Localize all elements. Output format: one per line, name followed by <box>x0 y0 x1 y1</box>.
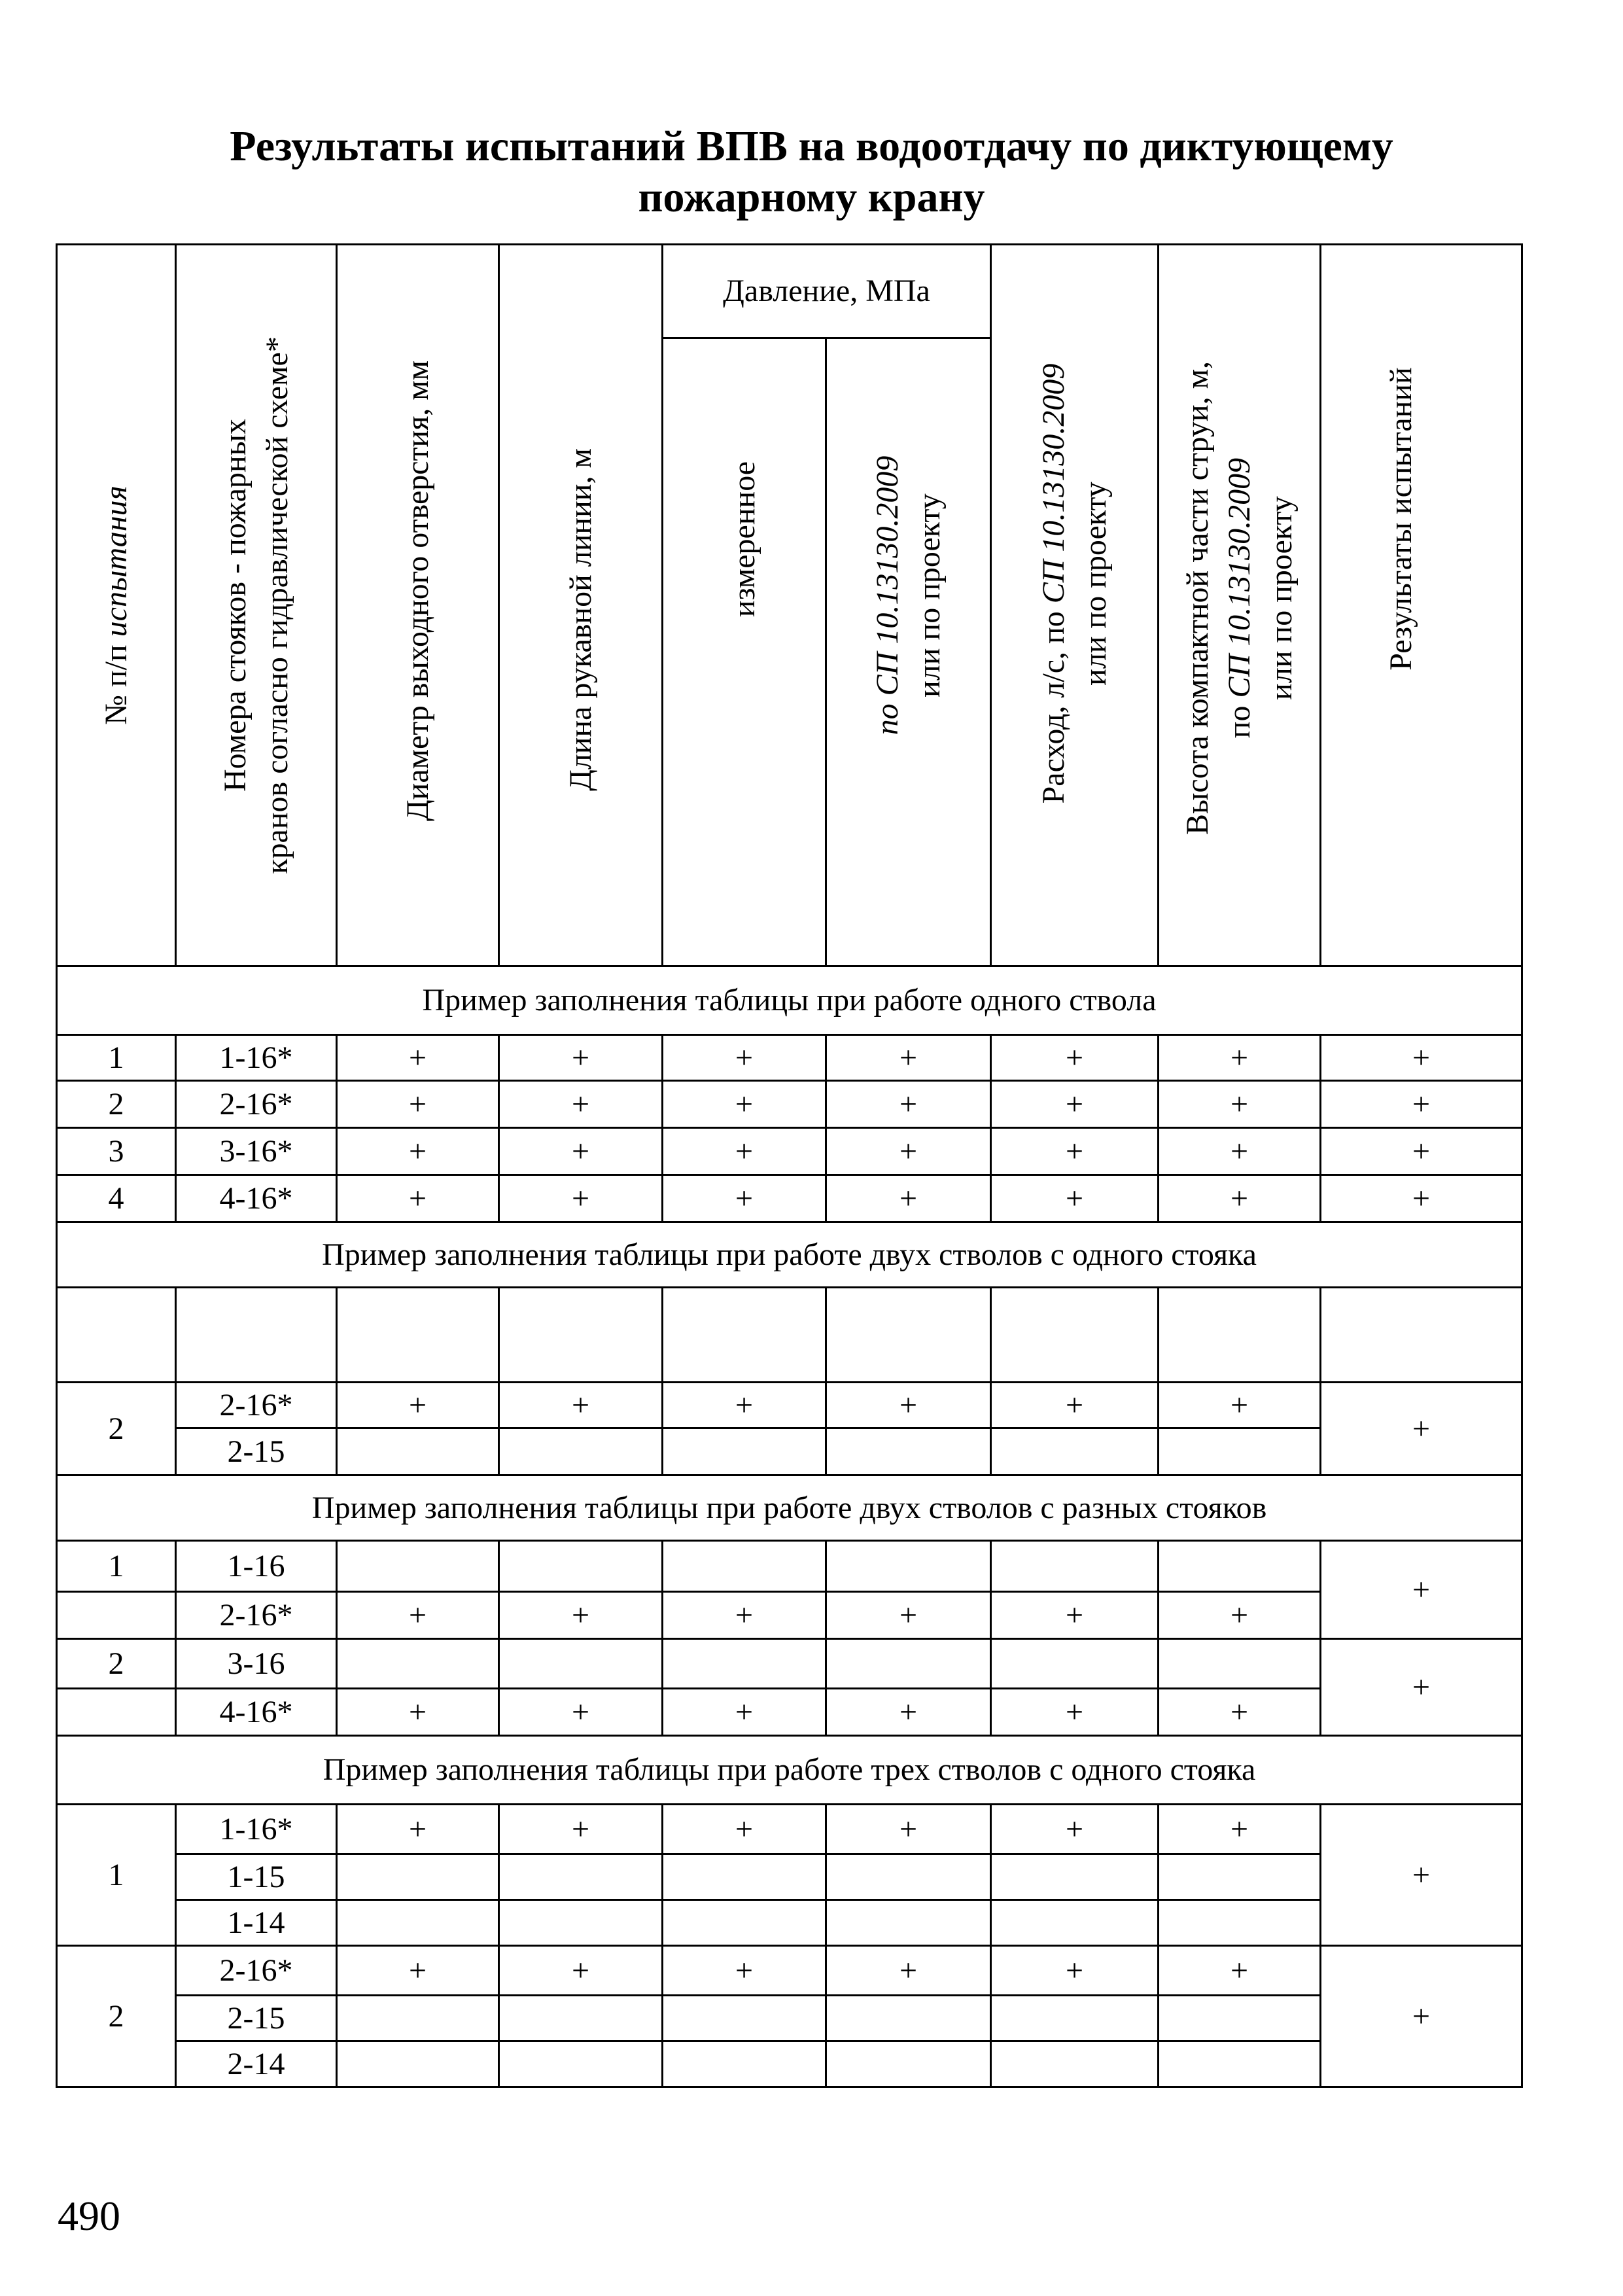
table-row <box>57 1541 1522 1592</box>
value-cell: + <box>1159 1128 1321 1175</box>
header-flow <box>991 245 1159 966</box>
standpipe-code: 1-16* <box>176 1805 337 1854</box>
value-cell: + <box>337 1035 499 1081</box>
value-cell <box>499 1854 663 1900</box>
header-test-number-b: испытания <box>98 486 133 637</box>
header-flow-a: Расход, л/с, по <box>1036 611 1071 804</box>
value-cell: + <box>337 1128 499 1175</box>
value-cell <box>991 1996 1159 2041</box>
header-results <box>1321 245 1522 966</box>
table-row <box>57 1854 1522 1900</box>
result-cell: + <box>1321 1805 1522 1946</box>
section-title-row <box>57 1475 1522 1541</box>
test-number: 3 <box>57 1128 176 1175</box>
value-cell: + <box>663 1592 826 1639</box>
header-pressure-norm-b: или по проекту <box>911 493 947 698</box>
value-cell <box>499 1541 663 1592</box>
standpipe-code: 4-16* <box>176 1175 337 1222</box>
empty-cell <box>337 1288 499 1383</box>
value-cell: + <box>1159 1175 1321 1222</box>
value-cell: + <box>499 1128 663 1175</box>
section-title-row <box>57 1736 1522 1805</box>
value-cell: + <box>663 1081 826 1128</box>
value-cell <box>826 1428 991 1475</box>
value-cell: + <box>1321 1035 1522 1081</box>
empty-cell <box>826 1288 991 1383</box>
value-cell <box>663 2041 826 2087</box>
table-row <box>57 1592 1522 1639</box>
value-cell: + <box>499 1592 663 1639</box>
empty-cell <box>991 1288 1159 1383</box>
value-cell <box>826 1639 991 1689</box>
header-flow-b: СП 10.13130.2009 <box>1036 363 1071 604</box>
header-jet-height <box>1159 245 1321 966</box>
value-cell <box>991 1541 1159 1592</box>
value-cell: + <box>663 1946 826 1996</box>
test-number: 1 <box>57 1541 176 1592</box>
value-cell <box>826 1541 991 1592</box>
section-title-row <box>57 966 1522 1035</box>
value-cell: + <box>1159 1592 1321 1639</box>
header-test-number <box>57 245 176 966</box>
table-row-empty <box>57 1288 1522 1383</box>
table-body <box>57 966 1522 2087</box>
table-row <box>57 1383 1522 1428</box>
standpipe-code: 2-16* <box>176 1592 337 1639</box>
header-pressure <box>663 245 991 338</box>
value-cell <box>663 1900 826 1946</box>
standpipe-code: 2-15 <box>176 1428 337 1475</box>
empty-cell <box>176 1288 337 1383</box>
section-title: Пример заполнения таблицы при работе одного ствола <box>57 966 1522 1035</box>
table-row <box>57 2041 1522 2087</box>
value-cell <box>663 1541 826 1592</box>
standpipe-code: 2-14 <box>176 2041 337 2087</box>
standpipe-code: 2-16* <box>176 1081 337 1128</box>
section-title: Пример заполнения таблицы при работе трех стволов с одного стояка <box>57 1736 1522 1805</box>
value-cell <box>1159 1541 1321 1592</box>
test-number: 2 <box>57 1639 176 1689</box>
standpipe-code: 2-16* <box>176 1946 337 1996</box>
table-row <box>57 1081 1522 1128</box>
value-cell: + <box>663 1035 826 1081</box>
value-cell <box>1159 1996 1321 2041</box>
header-pressure-text: Давление, МПа <box>723 274 930 308</box>
table-row <box>57 1946 1522 1996</box>
value-cell: + <box>337 1592 499 1639</box>
value-cell: + <box>826 1081 991 1128</box>
value-cell: + <box>991 1128 1159 1175</box>
value-cell <box>337 1996 499 2041</box>
value-cell: + <box>499 1175 663 1222</box>
value-cell: + <box>337 1689 499 1736</box>
table-row <box>57 1128 1522 1175</box>
table-row <box>57 1689 1522 1736</box>
value-cell: + <box>663 1805 826 1854</box>
value-cell <box>337 1854 499 1900</box>
value-cell <box>663 1428 826 1475</box>
value-cell <box>499 1428 663 1475</box>
standpipe-code: 2-15 <box>176 1996 337 2041</box>
header-pressure-measured <box>663 338 826 966</box>
value-cell: + <box>1159 1805 1321 1854</box>
table-row <box>57 1900 1522 1946</box>
test-number: 2 <box>57 1081 176 1128</box>
value-cell <box>663 1854 826 1900</box>
header-test-number-a: № п/п <box>98 645 133 725</box>
value-cell: + <box>1159 1689 1321 1736</box>
value-cell <box>826 1900 991 1946</box>
test-number-blank <box>57 1592 176 1639</box>
value-cell: + <box>499 1805 663 1854</box>
value-cell: + <box>826 1175 991 1222</box>
value-cell: + <box>337 1081 499 1128</box>
header-hose-length-text: Длина рукавной линии, м <box>563 448 598 791</box>
empty-cell <box>499 1288 663 1383</box>
table-row <box>57 1035 1522 1081</box>
value-cell: + <box>499 1946 663 1996</box>
value-cell: + <box>1321 1128 1522 1175</box>
value-cell: + <box>826 1128 991 1175</box>
value-cell: + <box>337 1175 499 1222</box>
value-cell: + <box>991 1383 1159 1428</box>
header-standpipe-line-2: кранов согласно гидравлической схеме* <box>259 336 294 874</box>
value-cell: + <box>991 1946 1159 1996</box>
value-cell <box>337 1639 499 1689</box>
value-cell <box>499 1639 663 1689</box>
result-cell: + <box>1321 1541 1522 1639</box>
standpipe-code: 3-16* <box>176 1128 337 1175</box>
header-jet-line-2a: по <box>1221 705 1257 739</box>
result-cell: + <box>1321 1946 1522 2087</box>
test-number: 2 <box>57 1946 176 2087</box>
test-number: 4 <box>57 1175 176 1222</box>
test-results-table <box>56 243 1523 2088</box>
value-cell: + <box>337 1383 499 1428</box>
value-cell: + <box>826 1592 991 1639</box>
value-cell: + <box>991 1805 1159 1854</box>
result-cell: + <box>1321 1383 1522 1475</box>
header-pressure-measured-text: измеренное <box>726 461 761 618</box>
standpipe-code: 1-14 <box>176 1900 337 1946</box>
value-cell: + <box>991 1592 1159 1639</box>
table-row <box>57 1639 1522 1689</box>
title-line-2: пожарному крану <box>638 173 985 221</box>
header-flow-c: или по проекту <box>1077 482 1113 686</box>
value-cell: + <box>1321 1081 1522 1128</box>
value-cell <box>499 1900 663 1946</box>
value-cell: + <box>499 1689 663 1736</box>
header-diameter <box>337 245 499 966</box>
value-cell: + <box>826 1689 991 1736</box>
section-title: Пример заполнения таблицы при работе двух стволов с разных стояков <box>57 1475 1522 1541</box>
value-cell <box>663 1639 826 1689</box>
empty-cell <box>1321 1288 1522 1383</box>
value-cell <box>826 1854 991 1900</box>
empty-cell <box>1159 1288 1321 1383</box>
test-number: 1 <box>57 1805 176 1946</box>
value-cell: + <box>826 1805 991 1854</box>
section-title-row <box>57 1222 1522 1288</box>
header-jet-line-3: или по проекту <box>1263 496 1299 700</box>
standpipe-code: 3-16 <box>176 1639 337 1689</box>
value-cell: + <box>663 1128 826 1175</box>
header-hose-length <box>499 245 663 966</box>
value-cell: + <box>337 1946 499 1996</box>
header-jet-line-1: Высота компактной части струи, м, <box>1179 361 1215 835</box>
value-cell: + <box>499 1383 663 1428</box>
header-pressure-norm-a: по СП 10.13130.2009 <box>869 456 905 735</box>
value-cell <box>663 1996 826 2041</box>
table-row <box>57 1428 1522 1475</box>
value-cell <box>337 2041 499 2087</box>
value-cell <box>337 1428 499 1475</box>
value-cell <box>1159 1854 1321 1900</box>
value-cell <box>991 1428 1159 1475</box>
test-number-blank <box>57 1689 176 1736</box>
standpipe-code: 4-16* <box>176 1689 337 1736</box>
value-cell: + <box>663 1175 826 1222</box>
value-cell: + <box>991 1081 1159 1128</box>
value-cell: + <box>991 1689 1159 1736</box>
value-cell: + <box>826 1946 991 1996</box>
value-cell: + <box>1159 1081 1321 1128</box>
table-header <box>57 245 1522 966</box>
standpipe-code: 1-16* <box>176 1035 337 1081</box>
value-cell: + <box>1321 1175 1522 1222</box>
table-row <box>57 1175 1522 1222</box>
header-results-text: Результаты испытаний <box>1384 367 1419 671</box>
value-cell: + <box>337 1805 499 1854</box>
header-jet-line-2b: СП 10.13130.2009 <box>1221 457 1257 698</box>
value-cell <box>337 1541 499 1592</box>
value-cell <box>991 1639 1159 1689</box>
header-standpipe-numbers <box>176 245 337 966</box>
value-cell: + <box>1159 1383 1321 1428</box>
value-cell: + <box>499 1035 663 1081</box>
value-cell: + <box>663 1383 826 1428</box>
value-cell: + <box>826 1035 991 1081</box>
page-number: 490 <box>58 2193 120 2239</box>
value-cell: + <box>663 1689 826 1736</box>
value-cell <box>991 1900 1159 1946</box>
empty-cell <box>663 1288 826 1383</box>
page-title <box>0 121 1623 223</box>
title-line-1: Результаты испытаний ВПВ на водоотдачу по диктующему <box>230 122 1393 170</box>
result-cell: + <box>1321 1639 1522 1736</box>
header-standpipe-line-1: Номера стояков - пожарных <box>217 419 253 792</box>
value-cell: + <box>991 1175 1159 1222</box>
value-cell <box>499 2041 663 2087</box>
test-number: 1 <box>57 1035 176 1081</box>
test-number: 2 <box>57 1383 176 1475</box>
header-pressure-norm <box>826 338 991 966</box>
standpipe-code: 1-16 <box>176 1541 337 1592</box>
value-cell <box>1159 1428 1321 1475</box>
value-cell <box>826 1996 991 2041</box>
header-diameter-text: Диаметр выходного отверстия, мм <box>400 360 435 822</box>
value-cell <box>826 2041 991 2087</box>
value-cell <box>991 1854 1159 1900</box>
value-cell <box>1159 1900 1321 1946</box>
value-cell: + <box>991 1035 1159 1081</box>
value-cell <box>499 1996 663 2041</box>
value-cell <box>1159 2041 1321 2087</box>
standpipe-code: 2-16* <box>176 1383 337 1428</box>
value-cell: + <box>1159 1035 1321 1081</box>
section-title: Пример заполнения таблицы при работе двух стволов с одного стояка <box>57 1222 1522 1288</box>
value-cell <box>1159 1639 1321 1689</box>
value-cell <box>337 1900 499 1946</box>
value-cell <box>991 2041 1159 2087</box>
value-cell: + <box>499 1081 663 1128</box>
table-row <box>57 1805 1522 1854</box>
value-cell: + <box>1159 1946 1321 1996</box>
table-row <box>57 1996 1522 2041</box>
value-cell: + <box>826 1383 991 1428</box>
empty-cell <box>57 1288 176 1383</box>
standpipe-code: 1-15 <box>176 1854 337 1900</box>
